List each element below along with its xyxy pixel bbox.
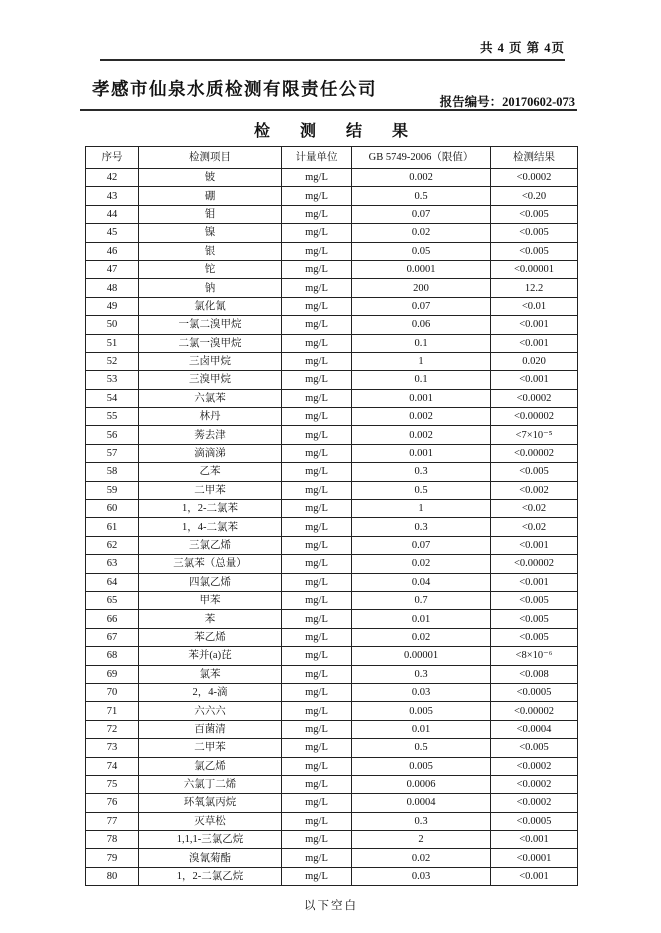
- table-cell: <0.00002: [491, 555, 578, 573]
- table-cell: 57: [86, 444, 139, 462]
- table-cell: 1，2-二氯乙烷: [139, 867, 282, 885]
- table-cell: <0.005: [491, 591, 578, 609]
- table-cell: 0.002: [352, 408, 491, 426]
- table-cell: 苯: [139, 610, 282, 628]
- table-cell: 59: [86, 481, 139, 499]
- table-cell: 49: [86, 297, 139, 315]
- table-cell: 53: [86, 371, 139, 389]
- table-cell: 四氯乙烯: [139, 573, 282, 591]
- table-cell: mg/L: [282, 518, 352, 536]
- table-cell: 0.02: [352, 849, 491, 867]
- table-cell: mg/L: [282, 279, 352, 297]
- table-cell: 48: [86, 279, 139, 297]
- table-cell: 铍: [139, 169, 282, 187]
- table-cell: 0.01: [352, 720, 491, 738]
- table-cell: 溴氰菊酯: [139, 849, 282, 867]
- table-cell: 钠: [139, 279, 282, 297]
- table-cell: mg/L: [282, 260, 352, 278]
- table-row: [86, 794, 578, 812]
- table-cell: <0.005: [491, 610, 578, 628]
- table-row: [86, 775, 578, 793]
- results-table-body: [86, 169, 578, 886]
- table-cell: 氯乙烯: [139, 757, 282, 775]
- table-row: [86, 518, 578, 536]
- table-row: [86, 352, 578, 370]
- column-header: 检测结果: [491, 147, 578, 169]
- table-cell: 苯乙烯: [139, 628, 282, 646]
- table-cell: 70: [86, 683, 139, 701]
- table-cell: mg/L: [282, 665, 352, 683]
- table-cell: mg/L: [282, 536, 352, 554]
- table-row: [86, 371, 578, 389]
- table-cell: mg/L: [282, 628, 352, 646]
- table-cell: mg/L: [282, 187, 352, 205]
- table-cell: mg/L: [282, 867, 352, 885]
- table-cell: <0.00002: [491, 444, 578, 462]
- table-cell: 硼: [139, 187, 282, 205]
- table-cell: <7×10⁻⁵: [491, 426, 578, 444]
- table-cell: 77: [86, 812, 139, 830]
- table-cell: mg/L: [282, 205, 352, 223]
- table-cell: 73: [86, 739, 139, 757]
- table-cell: 0.001: [352, 389, 491, 407]
- table-row: [86, 812, 578, 830]
- table-cell: 0.00001: [352, 647, 491, 665]
- table-cell: <0.0002: [491, 389, 578, 407]
- table-row: [86, 169, 578, 187]
- table-cell: <0.001: [491, 334, 578, 352]
- table-cell: <0.0005: [491, 683, 578, 701]
- table-cell: <0.0002: [491, 169, 578, 187]
- table-cell: <0.20: [491, 187, 578, 205]
- table-cell: 环氧氯丙烷: [139, 794, 282, 812]
- table-cell: <0.001: [491, 573, 578, 591]
- table-cell: mg/L: [282, 831, 352, 849]
- table-cell: 0.07: [352, 297, 491, 315]
- report-number-label: 报告编号：: [439, 95, 503, 109]
- table-cell: 52: [86, 352, 139, 370]
- table-cell: 61: [86, 518, 139, 536]
- table-cell: 63: [86, 555, 139, 573]
- table-cell: 43: [86, 187, 139, 205]
- table-cell: 51: [86, 334, 139, 352]
- table-cell: 78: [86, 831, 139, 849]
- table-cell: 0.07: [352, 536, 491, 554]
- table-cell: 60: [86, 500, 139, 518]
- page-number: 共 4 页 第 4页: [479, 41, 565, 55]
- table-cell: 0.1: [352, 371, 491, 389]
- table-row: [86, 426, 578, 444]
- footer-note: 以下空白: [304, 900, 358, 912]
- table-row: [86, 187, 578, 205]
- table-cell: 0.002: [352, 426, 491, 444]
- table-cell: <0.005: [491, 205, 578, 223]
- table-cell: mg/L: [282, 463, 352, 481]
- table-cell: 1: [352, 500, 491, 518]
- table-row: [86, 444, 578, 462]
- table-cell: 苯并(a)芘: [139, 647, 282, 665]
- table-row: [86, 757, 578, 775]
- table-cell: 二甲苯: [139, 739, 282, 757]
- table-cell: 71: [86, 702, 139, 720]
- company-name: 孝感市仙泉水质检测有限责任公司: [92, 79, 377, 99]
- table-cell: 三卤甲烷: [139, 352, 282, 370]
- table-cell: <0.001: [491, 316, 578, 334]
- table-cell: mg/L: [282, 720, 352, 738]
- table-cell: 0.5: [352, 481, 491, 499]
- table-cell: 69: [86, 665, 139, 683]
- table-cell: 0.005: [352, 757, 491, 775]
- table-cell: mg/L: [282, 775, 352, 793]
- report-number-value: 20170602-073: [502, 95, 575, 109]
- table-row: [86, 573, 578, 591]
- table-row: [86, 702, 578, 720]
- table-cell: 64: [86, 573, 139, 591]
- table-cell: mg/L: [282, 500, 352, 518]
- table-cell: <0.00002: [491, 408, 578, 426]
- table-cell: 74: [86, 757, 139, 775]
- table-row: [86, 242, 578, 260]
- table-cell: 54: [86, 389, 139, 407]
- table-cell: 0.005: [352, 702, 491, 720]
- table-cell: 0.05: [352, 242, 491, 260]
- table-cell: 50: [86, 316, 139, 334]
- column-header: 计量单位: [282, 147, 352, 169]
- table-row: [86, 720, 578, 738]
- table-cell: mg/L: [282, 647, 352, 665]
- table-cell: 0.07: [352, 205, 491, 223]
- table-row: [86, 867, 578, 885]
- table-cell: 乙苯: [139, 463, 282, 481]
- table-cell: 0.0004: [352, 794, 491, 812]
- table-cell: mg/L: [282, 794, 352, 812]
- table-cell: 一氯二溴甲烷: [139, 316, 282, 334]
- table-cell: 0.3: [352, 665, 491, 683]
- table-cell: 0.02: [352, 224, 491, 242]
- table-cell: <8×10⁻⁶: [491, 647, 578, 665]
- table-cell: 44: [86, 205, 139, 223]
- table-cell: mg/L: [282, 739, 352, 757]
- table-row: [86, 628, 578, 646]
- table-cell: 45: [86, 224, 139, 242]
- table-cell: 0.3: [352, 518, 491, 536]
- table-cell: 0.01: [352, 610, 491, 628]
- table-row: [86, 665, 578, 683]
- table-row: [86, 591, 578, 609]
- table-row: [86, 739, 578, 757]
- table-cell: mg/L: [282, 683, 352, 701]
- table-cell: <0.0005: [491, 812, 578, 830]
- table-cell: 林丹: [139, 408, 282, 426]
- table-row: [86, 224, 578, 242]
- table-cell: 0.0006: [352, 775, 491, 793]
- table-row: [86, 555, 578, 573]
- table-cell: mg/L: [282, 426, 352, 444]
- table-cell: <0.002: [491, 481, 578, 499]
- table-cell: mg/L: [282, 316, 352, 334]
- table-cell: <0.001: [491, 831, 578, 849]
- results-table-head: [86, 147, 578, 169]
- table-cell: mg/L: [282, 169, 352, 187]
- table-cell: 0.04: [352, 573, 491, 591]
- table-cell: mg/L: [282, 757, 352, 775]
- table-cell: 0.02: [352, 555, 491, 573]
- table-cell: <0.001: [491, 536, 578, 554]
- table-cell: 三氯苯（总量）: [139, 555, 282, 573]
- table-cell: mg/L: [282, 444, 352, 462]
- table-cell: mg/L: [282, 610, 352, 628]
- table-cell: mg/L: [282, 573, 352, 591]
- table-cell: 0.5: [352, 739, 491, 757]
- table-cell: <0.001: [491, 371, 578, 389]
- table-cell: mg/L: [282, 555, 352, 573]
- table-cell: 0.020: [491, 352, 578, 370]
- table-row: [86, 297, 578, 315]
- table-cell: 三氯乙烯: [139, 536, 282, 554]
- table-cell: 12.2: [491, 279, 578, 297]
- table-cell: 灭草松: [139, 812, 282, 830]
- table-row: [86, 500, 578, 518]
- table-cell: 钼: [139, 205, 282, 223]
- header-rule: [100, 59, 565, 61]
- table-cell: 0.03: [352, 867, 491, 885]
- table-cell: <0.02: [491, 500, 578, 518]
- table-row: [86, 831, 578, 849]
- table-row: [86, 389, 578, 407]
- table-row: [86, 408, 578, 426]
- column-header: GB 5749-2006（限值）: [352, 147, 491, 169]
- table-cell: 79: [86, 849, 139, 867]
- table-cell: mg/L: [282, 812, 352, 830]
- table-cell: 氯苯: [139, 665, 282, 683]
- table-cell: 氯化氰: [139, 297, 282, 315]
- table-cell: 甲苯: [139, 591, 282, 609]
- table-cell: <0.00002: [491, 702, 578, 720]
- table-cell: 六六六: [139, 702, 282, 720]
- table-cell: 58: [86, 463, 139, 481]
- table-cell: 200: [352, 279, 491, 297]
- table-cell: 0.03: [352, 683, 491, 701]
- table-cell: <0.02: [491, 518, 578, 536]
- table-cell: <0.008: [491, 665, 578, 683]
- table-cell: <0.005: [491, 224, 578, 242]
- table-row: [86, 260, 578, 278]
- table-cell: 1,1,1-三氯乙烷: [139, 831, 282, 849]
- table-cell: mg/L: [282, 297, 352, 315]
- table-cell: 42: [86, 169, 139, 187]
- table-row: [86, 481, 578, 499]
- table-cell: <0.005: [491, 463, 578, 481]
- table-cell: 47: [86, 260, 139, 278]
- table-cell: <0.005: [491, 739, 578, 757]
- table-cell: 三溴甲烷: [139, 371, 282, 389]
- table-cell: <0.0001: [491, 849, 578, 867]
- table-cell: 46: [86, 242, 139, 260]
- table-cell: <0.0004: [491, 720, 578, 738]
- table-cell: 66: [86, 610, 139, 628]
- table-cell: 六氯丁二烯: [139, 775, 282, 793]
- table-cell: <0.005: [491, 628, 578, 646]
- letterhead-rule: [80, 109, 577, 111]
- table-cell: 72: [86, 720, 139, 738]
- table-cell: mg/L: [282, 481, 352, 499]
- table-cell: 55: [86, 408, 139, 426]
- table-cell: 68: [86, 647, 139, 665]
- table-cell: 56: [86, 426, 139, 444]
- table-header-row: [86, 147, 578, 169]
- table-cell: 0.1: [352, 334, 491, 352]
- table-cell: 2，4-滴: [139, 683, 282, 701]
- table-cell: 0.002: [352, 169, 491, 187]
- table-cell: mg/L: [282, 591, 352, 609]
- table-cell: 二氯一溴甲烷: [139, 334, 282, 352]
- table-cell: <0.001: [491, 867, 578, 885]
- table-cell: 银: [139, 242, 282, 260]
- table-cell: <0.00001: [491, 260, 578, 278]
- table-cell: <0.0002: [491, 757, 578, 775]
- table-cell: 0.3: [352, 463, 491, 481]
- table-cell: 0.06: [352, 316, 491, 334]
- table-cell: 百菌清: [139, 720, 282, 738]
- table-cell: 67: [86, 628, 139, 646]
- table-row: [86, 683, 578, 701]
- table-cell: 1，4-二氯苯: [139, 518, 282, 536]
- table-cell: 2: [352, 831, 491, 849]
- table-cell: 75: [86, 775, 139, 793]
- table-cell: mg/L: [282, 224, 352, 242]
- table-cell: mg/L: [282, 702, 352, 720]
- table-row: [86, 610, 578, 628]
- table-cell: 0.001: [352, 444, 491, 462]
- report-number: [440, 92, 575, 110]
- table-row: [86, 316, 578, 334]
- table-cell: 铊: [139, 260, 282, 278]
- column-header: 序号: [86, 147, 139, 169]
- table-row: [86, 205, 578, 223]
- table-cell: <0.0002: [491, 775, 578, 793]
- table-cell: mg/L: [282, 849, 352, 867]
- table-cell: 0.0001: [352, 260, 491, 278]
- table-cell: mg/L: [282, 408, 352, 426]
- results-table: [85, 146, 578, 886]
- table-cell: 1，2-二氯苯: [139, 500, 282, 518]
- table-cell: mg/L: [282, 242, 352, 260]
- table-cell: 0.3: [352, 812, 491, 830]
- page-title: 检 测 结 果: [253, 123, 421, 140]
- column-header: 检测项目: [139, 147, 282, 169]
- table-cell: 80: [86, 867, 139, 885]
- table-cell: 六氯苯: [139, 389, 282, 407]
- table-row: [86, 536, 578, 554]
- table-cell: 莠去津: [139, 426, 282, 444]
- table-row: [86, 647, 578, 665]
- table-cell: mg/L: [282, 334, 352, 352]
- table-row: [86, 334, 578, 352]
- table-cell: 62: [86, 536, 139, 554]
- table-cell: mg/L: [282, 352, 352, 370]
- table-cell: 0.7: [352, 591, 491, 609]
- table-cell: 镍: [139, 224, 282, 242]
- table-cell: <0.01: [491, 297, 578, 315]
- table-cell: 1: [352, 352, 491, 370]
- table-cell: mg/L: [282, 389, 352, 407]
- table-cell: 0.02: [352, 628, 491, 646]
- table-row: [86, 279, 578, 297]
- table-cell: 滴滴涕: [139, 444, 282, 462]
- table-cell: 76: [86, 794, 139, 812]
- table-cell: <0.0002: [491, 794, 578, 812]
- table-cell: <0.005: [491, 242, 578, 260]
- table-cell: mg/L: [282, 371, 352, 389]
- table-cell: 二甲苯: [139, 481, 282, 499]
- table-cell: 0.5: [352, 187, 491, 205]
- table-row: [86, 463, 578, 481]
- table-cell: 65: [86, 591, 139, 609]
- table-row: [86, 849, 578, 867]
